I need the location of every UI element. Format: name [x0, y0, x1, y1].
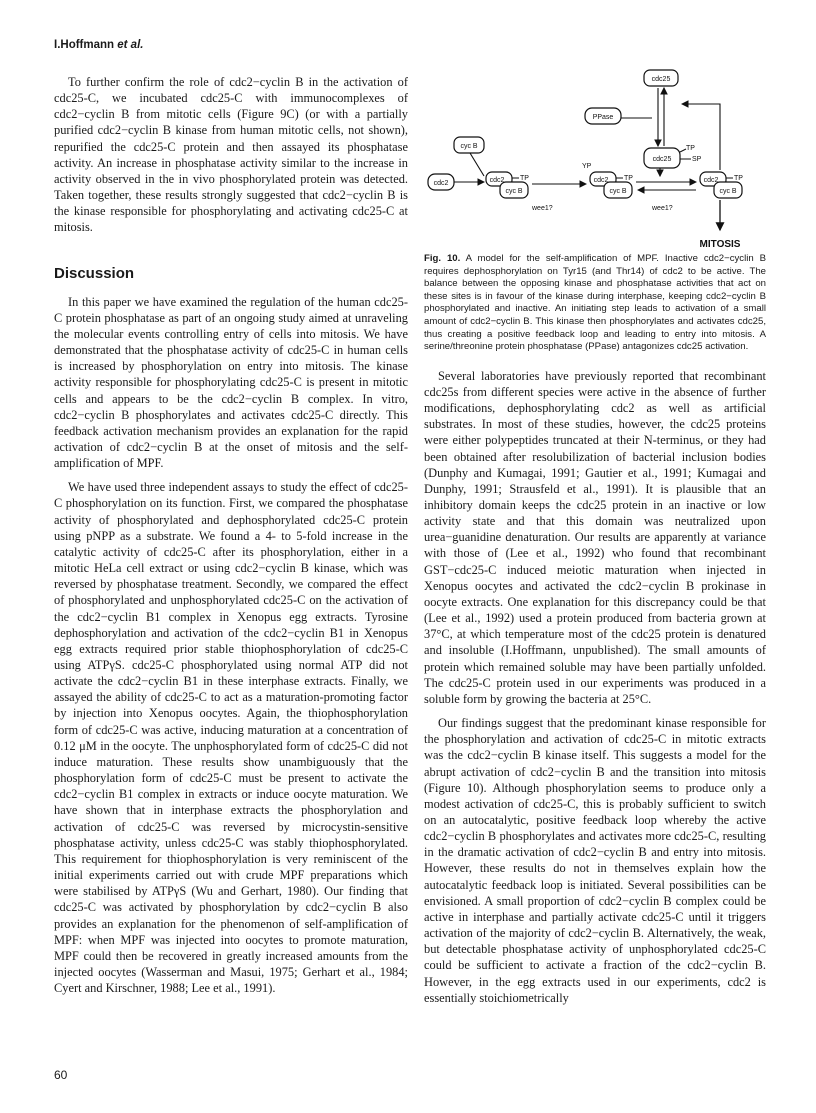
- running-header: [54, 39, 143, 51]
- mpf-model-svg: [420, 64, 766, 254]
- right-column: [424, 253, 766, 1006]
- cdc25-sp-label: SP: [692, 156, 702, 163]
- right-paragraph-2: Our findings suggest that the predominant kinase responsible for the phosphorylation and activation of cdc25-C in mitotic extracts was the cdc2−cyclin B kinase itself. This suggests a model for the abrupt activation of cdc2−cyclin B and the transition into mitosis (Figure 10). Although phosphorylation seems to produce only a modest activation of cdc25-C, this is probably sufficient to switch on an autocatalytic, positive feedback loop whereby the active cdc2−cyclin B phosphorylates and activates more cdc25-C, resulting in the dramatic activation of cdc2−cyclin B and entry into mitosis. However, these results do not in themselves explain how the autocatalytic feedback loop is initiated. Several possibilities can be envisioned. A small proportion of cdc2−cyclin B complex could be active in interphase and partially activate cdc25-C until it triggers activation of the majority of cdc2−cyclin B. Alternatively, the weak, but detectable phosphatase activity of unphosphorylated cdc25-C could be sufficient to activate a fraction of the cdc2−cyclin B. However, in the egg extracts used in our experiments, cdc2 is essentially stoichiometrically: [424, 716, 766, 1005]
- cdc25-top-label: cdc25: [651, 76, 671, 83]
- caption-text: A model for the self-amplification of MPF. Inactive cdc2−cyclin B requires dephosphorylation on Tyr15 (and Thr14) of cdc2 to be active. The balance between the opposing kinase and phosphatase activities that act on these sites is in favour of the kinase during interphase, keeping cdc2−cyclin B phosphorylated and inactive. An initiating step leads to activation of a small amount of cdc2−cyclin B. This kinase then phosphorylates and activates cdc25, thus creating a positive feedback loop and leading to entry into mitosis. A serine/threonine protein phosphatase (PPase) antagonizes cdc25 activation.: [424, 253, 766, 353]
- header-author: I.Hoffmann: [54, 39, 115, 51]
- cdc2-label: cdc2: [433, 180, 449, 187]
- complex1-cdc2-label: cdc2: [489, 177, 505, 184]
- intro-paragraph: To further confirm the role of cdc2−cyclin B in the activation of cdc25-C, we incubated cdc25-C with immunocomplexes of cdc2−cyclin B from mitotic cells (Figure 9C) (or with a partially purified cdc2−cyclin B kinase from human mitotic cells, not shown), repurified the cdc25-C protein and then assayed its phosphatase activity. An increase in phosphatase activity similar to the increase in activity observed in the in vivo phosphorylated protein was detected. Taken together, these results strongly suggested that cdc2−cyclin B is the kinase responsible for phosphorylating and activating cdc25-C at mitosis.: [54, 75, 408, 235]
- complex2-tp-label: TP: [624, 175, 633, 182]
- discussion-paragraph-2: We have used three independent assays to study the effect of cdc25-C phosphorylation on its function. First, we compared the phosphatase activity of phosphorylated and dephosphorylated cdc25-C protein using pNPP as a substrate. We found a 4- to 5-fold increase in the catalytic activity of cdc25-C after its phosphorylation, either in a mitotic HeLa cell extract or using cdc2−cyclin B kinase, which was reversed by phosphatase treatment. Secondly, we compared the effect of phosphorylated and unphosphorylated cdc25-C on the activation of the cdc2−cyclin B1 complex in Xenopus egg extracts. Tyrosine dephosphorylation and activation of the cdc2−cyclin B1 in Xenopus egg extracts required prior stable thiophosphorylation of cdc25-C using ATPγS. cdc25-C phosphorylated using normal ATP did not activate the cdc2−cyclin B1 in these interphase extracts. Finally, we assayed the ability of cdc25-C to act as a maturation-promoting factor by injection into Xenopus oocytes. Again, the thiophosphorylation form of cdc25-C was active, inducing maturation at a concentration of 0.12 μM in the oocyte. The unphosphorylated form of cdc25-C did not induce maturation. These results show unambiguously that the phosphorylation form of cdc25-C must be present to activate the cdc2−cyclin B1 complex in extracts or induce oocyte maturation. We have shown that in interphase extracts the phosphorylation and activation of cdc25-C was reversed by microcystin-sensitive phosphatase activity, unless cdc25-C was stably thiophosphorylated. This requirement for thiophosphorylation is very reminiscent of the initial experiments carried out with crude MPF preparations which were stabilised by ATPγS (Wu and Gerhart, 1980). Our finding that cdc25-C was activated by phosphorylation by cdc2−cyclin B also provides an explanation for the phenomenon of self-amplification of MPF: when MPF was injected into oocytes to promote maturation, MPF could then be recovered in greatly increased amounts from the injected oocytes (Wasserman and Masui, 1975; Gerhart et al., 1984; Cyert and Kirschner, 1988; Lee et al., 1991).: [54, 480, 408, 996]
- header-etal: et al.: [114, 39, 144, 51]
- cyc-b-label: cyc B: [460, 143, 478, 150]
- mitosis-label: MITOSIS: [699, 239, 741, 250]
- discussion-paragraph-1: In this paper we have examined the regulation of the human cdc25-C protein phosphatase as part of an ongoing study aimed at unraveling the molecular events controlling entry of cells into mitosis. We have demonstrated that the phosphatase activity of cdc25-C in human cells is increased by phosphorylation on entry into mitosis. The kinase activity responsible for phosphorylating cdc25-C is present in mitotic cells and appears to be the cdc2−cyclin B complex. In vitro, cdc2−cyclin B phosphorylates and activates cdc25-C directly. This feedback activation mechanism provides an explanation for the rapid activation of cdc2−cyclin B at the onset of mitosis and the self-amplification of MPF.: [54, 294, 408, 471]
- complex3-tp-label: TP: [734, 175, 743, 182]
- caption-label: Fig. 10.: [424, 253, 461, 264]
- complex3-cdc2-label: cdc2: [703, 177, 719, 184]
- complex1-tp-label: TP: [520, 175, 529, 182]
- complex2-cycb-label: cyc B: [609, 188, 627, 195]
- right-paragraph-1: Several laboratories have previously reported that recombinant cdc25s from different species were active in the absence of further modifications, dephosphorylating cdc2 as well as artificial substrates. In most of these studies, however, the cdc25 proteins were either polypeptides truncated at their N-terminus, or they had been obtained after resolubilization of bacterial inclusion bodies (Dunphy and Kumagai, 1991; Gautier et al., 1991; Kumagai and Dunphy, 1991; Strausfeld et al., 1991). It is plausible that an inhibitory domain keeps the cdc25 protein in an inactive or low activity state and that this domain was neutralized upon urea−guanidine denaturation. Our results are apparently at variance with those of (Lee et al., 1992) who found that recombinant GST−cdc25-C induced meiotic maturation when injected in Xenopus oocytes and activated the cdc2−cyclin B prokinase in oocyte extracts. One explanation for this discrepancy could be that (Lee et al., 1992) used a protein produced from bacteria grown at 37°C, at which temperature most of the cdc25 protein is denatured and insoluble (I.Hoffmann, unpublished). The small amounts of protein which remained soluble may have been partially unfolded. The cdc25-C protein used in our experiments was produced in a soluble form by growing the bacteria at 25°C.: [424, 368, 766, 706]
- ppase-label: PPase: [592, 114, 614, 121]
- wee1-label-b: wee1?: [652, 205, 673, 212]
- complex3-cycb-label: cyc B: [719, 188, 737, 195]
- discussion-heading: Discussion: [54, 264, 135, 282]
- cdc25-mid-label: cdc25: [652, 156, 672, 163]
- page-number: 60: [54, 1068, 68, 1082]
- complex2-yp-label: YP: [582, 163, 592, 170]
- figure-10-diagram: [420, 64, 766, 254]
- left-column: [54, 74, 408, 996]
- cdc25-tp-label: TP: [686, 145, 695, 152]
- wee1-label-a: wee1?: [532, 205, 553, 212]
- figure-caption: [424, 253, 766, 354]
- complex1-cycb-label: cyc B: [505, 188, 523, 195]
- complex2-cdc2-label: cdc2: [593, 177, 609, 184]
